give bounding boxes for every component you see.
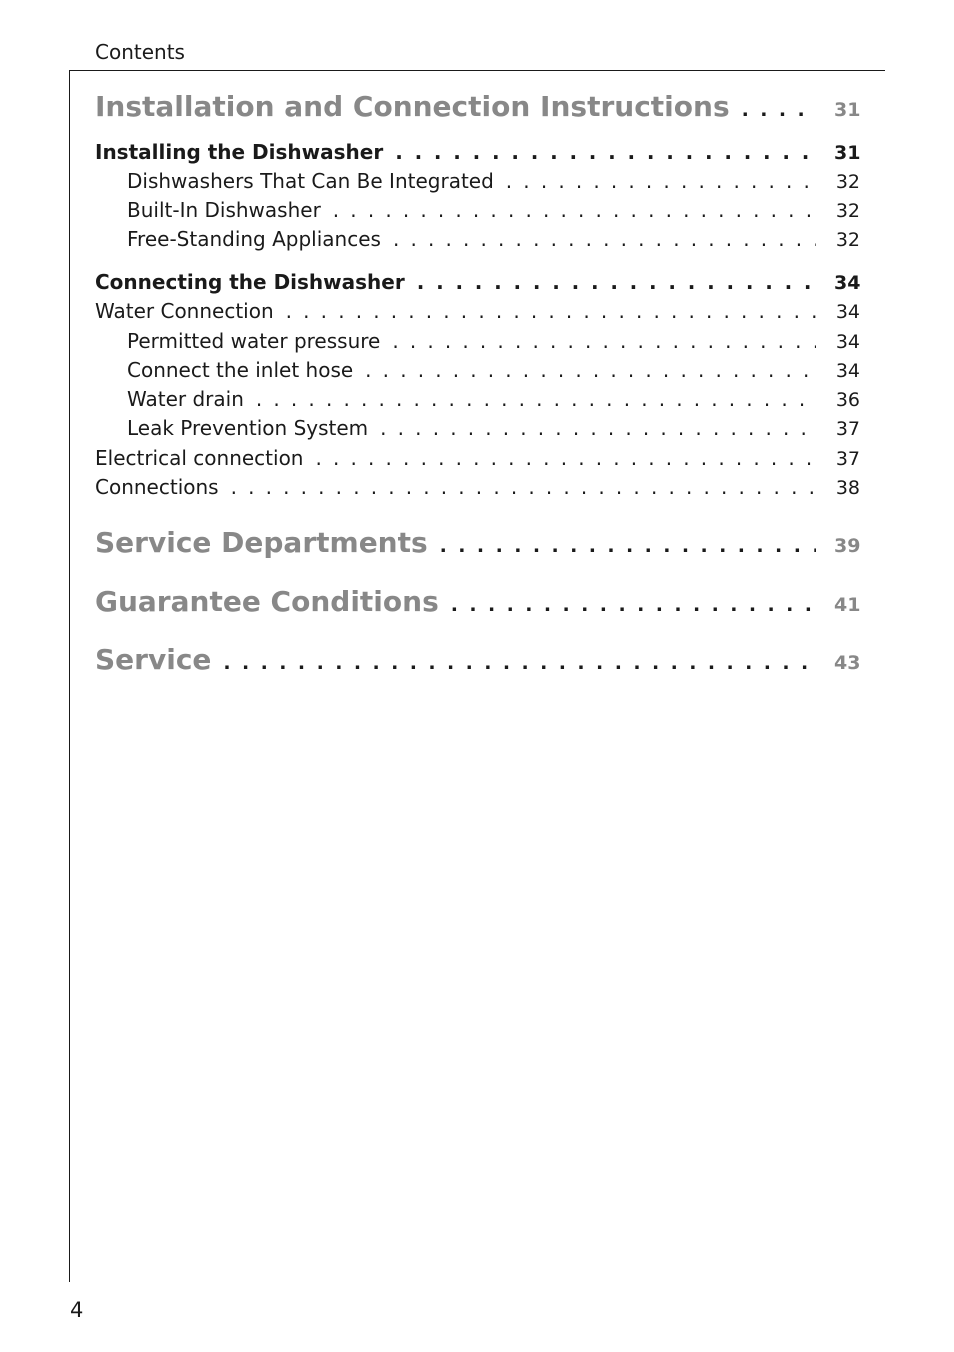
toc-leader xyxy=(392,329,816,353)
toc-leader xyxy=(380,416,816,440)
toc-leader xyxy=(315,446,816,470)
toc-entry-page: 37 xyxy=(835,418,860,440)
toc-entry-title: Connect the inlet hose xyxy=(127,358,354,382)
toc-entry[interactable] xyxy=(95,358,860,382)
margin-rule xyxy=(69,70,70,1282)
toc-entry-page: 36 xyxy=(835,389,860,411)
toc-entry[interactable] xyxy=(95,169,860,193)
toc-entry[interactable] xyxy=(95,446,860,470)
toc-leader xyxy=(395,140,816,164)
toc-entry[interactable] xyxy=(95,140,860,164)
toc-leader xyxy=(506,169,816,193)
toc-entry[interactable] xyxy=(95,585,860,618)
toc-entry-title: Permitted water pressure xyxy=(127,329,381,353)
toc-entry-title: Guarantee Conditions xyxy=(95,585,439,618)
toc-leader xyxy=(440,535,816,557)
toc-entry[interactable] xyxy=(95,227,860,251)
toc-entry-title: Service xyxy=(95,643,212,676)
toc-entry[interactable] xyxy=(95,270,860,294)
toc-entry-title: Electrical connection xyxy=(95,446,304,470)
toc-entry-title: Service Departments xyxy=(95,526,428,559)
toc-entry[interactable] xyxy=(95,475,860,499)
toc-entry-page: 31 xyxy=(834,142,861,164)
toc-entry-title: Installing the Dishwasher xyxy=(95,140,384,164)
toc-entry-page: 32 xyxy=(835,229,860,251)
toc-entry-title: Connections xyxy=(95,475,219,499)
header-rule xyxy=(69,70,885,71)
toc-leader xyxy=(333,198,816,222)
toc-leader xyxy=(286,299,816,323)
toc-entry-title: Connecting the Dishwasher xyxy=(95,270,405,294)
toc-leader xyxy=(256,387,816,411)
page-header-label: Contents xyxy=(95,40,185,64)
toc-entry[interactable] xyxy=(95,643,860,676)
toc-entry-page: 39 xyxy=(834,535,861,557)
toc-entry-title: Free-Standing Appliances xyxy=(127,227,381,251)
toc-entry-page: 31 xyxy=(834,99,861,121)
page-number: 4 xyxy=(70,1298,84,1322)
toc-entry[interactable] xyxy=(95,90,860,123)
toc-entry-page: 34 xyxy=(835,301,860,323)
toc-entry[interactable] xyxy=(95,329,860,353)
toc-entry[interactable] xyxy=(95,198,860,222)
toc-entry-page: 43 xyxy=(834,652,861,674)
toc-entry-page: 32 xyxy=(835,200,860,222)
toc-entry-page: 34 xyxy=(835,331,860,353)
toc-leader xyxy=(231,475,816,499)
toc-entry[interactable] xyxy=(95,387,860,411)
toc-leader xyxy=(393,227,816,251)
toc-entry-title: Built-In Dishwasher xyxy=(127,198,321,222)
toc-entry-title: Dishwashers That Can Be Integrated xyxy=(127,169,494,193)
toc-entry-page: 34 xyxy=(834,272,861,294)
toc-entry-page: 34 xyxy=(835,360,860,382)
toc-entry-page: 41 xyxy=(834,594,861,616)
toc-entry-title: Water drain xyxy=(127,387,244,411)
toc-entry-title: Leak Prevention System xyxy=(127,416,369,440)
toc-entry-page: 37 xyxy=(835,448,860,470)
toc-leader xyxy=(742,99,816,121)
toc-leader xyxy=(223,652,816,674)
toc-leader xyxy=(417,270,816,294)
toc-entry-title: Water Connection xyxy=(95,299,274,323)
toc-entry-title: Installation and Connection Instructions xyxy=(95,90,730,123)
toc-entry-page: 38 xyxy=(835,477,860,499)
toc-leader xyxy=(365,358,816,382)
toc-entry[interactable] xyxy=(95,299,860,323)
toc-entry-page: 32 xyxy=(835,171,860,193)
toc-leader xyxy=(451,594,816,616)
toc-entry[interactable] xyxy=(95,416,860,440)
toc-entry[interactable] xyxy=(95,526,860,559)
